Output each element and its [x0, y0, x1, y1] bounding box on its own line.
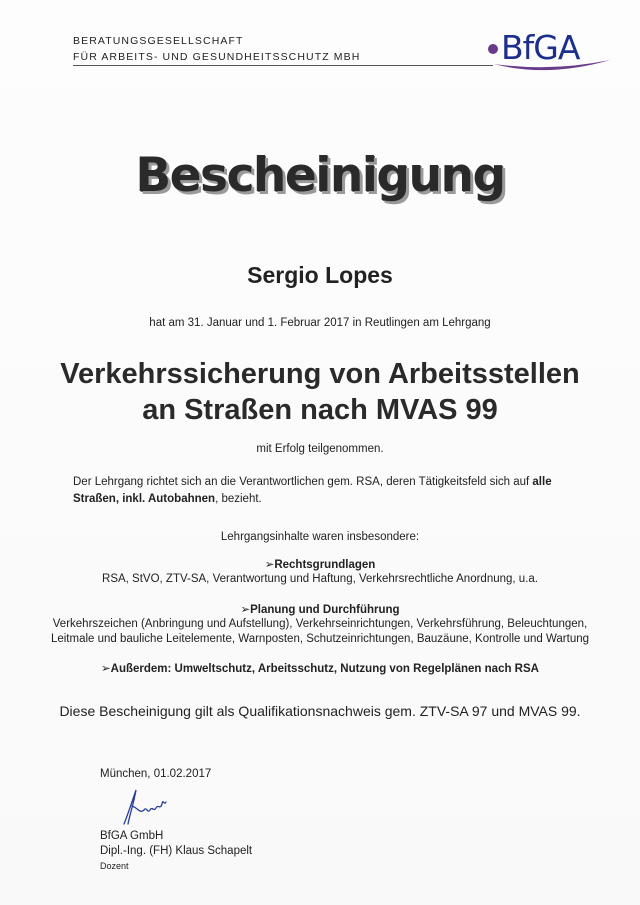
- certificate-title: Bescheinigung: [135, 148, 505, 203]
- signatory-role: Dozent: [100, 861, 129, 871]
- result-statement: mit Erfolg teilgenommen.: [256, 443, 384, 455]
- organization-name: [73, 33, 360, 65]
- logo-swoosh-icon: [488, 54, 618, 74]
- scope-text-1: Der Lehrgang richtet sich an die Verantwortlichen gem. RSA, deren Tätigkeitsfeld sich auf: [73, 476, 530, 488]
- signature-company: BfGA GmbH: [100, 830, 164, 842]
- bfga-logo: [488, 28, 618, 78]
- qualification-statement: Diese Bescheinigung gilt als Qualifikationsnachweis gem. ZTV-SA 97 und MVAS 99.: [59, 703, 581, 719]
- section-heading-legal: ➢Rechtsgrundlagen: [264, 559, 376, 571]
- section-body-planning: Verkehrszeichen (Anbringung und Aufstellung), Verkehrseinrichtungen, Verkehrsführung, Beleuchtungen, Leitmale und bauliche Leitelemente, Warnposten, Schutzeinrichtungen, Bauzäune, Kontrolle und Wartung: [50, 618, 590, 645]
- handwritten-signature: [114, 784, 184, 828]
- course-scope-paragraph: [73, 474, 583, 508]
- org-line-2: FÜR ARBEITS- UND GESUNDHEITSSCHUTZ MBH: [73, 51, 361, 63]
- logo-dot-icon: [488, 44, 498, 54]
- attendance-statement: hat am 31. Januar und 1. Februar 2017 in Reutlingen am Lehrgang: [149, 317, 491, 329]
- logo-text: BfGA: [501, 28, 580, 67]
- header-divider: [73, 65, 493, 66]
- scope-text-2: , bezieht.: [215, 493, 262, 505]
- place-and-date: München, 01.02.2017: [100, 768, 212, 780]
- org-line-1: BERATUNGSGESELLSCHAFT: [73, 35, 244, 47]
- signatory-name: Dipl.-Ing. (FH) Klaus Schapelt: [100, 845, 253, 857]
- section-heading-additional: ➢Außerdem: Umweltschutz, Arbeitsschutz, Nutzung von Regelplänen nach RSA: [101, 663, 539, 675]
- recipient-name: Sergio Lopes: [247, 262, 393, 288]
- section-body-legal: RSA, StVO, ZTV-SA, Verantwortung und Haftung, Verkehrsrechtliche Anordnung, u.a.: [102, 573, 538, 585]
- contents-intro: Lehrgangsinhalte waren insbesondere:: [220, 531, 420, 543]
- scope-bold-text: alle Straßen, inkl. Autobahnen: [73, 476, 552, 505]
- course-title-line-1: Verkehrssicherung von Arbeitsstellen: [60, 358, 580, 390]
- course-title: [0, 356, 640, 428]
- section-heading-planning: ➢Planung und Durchführung: [240, 604, 400, 616]
- course-title-line-2: an Straßen nach MVAS 99: [142, 394, 498, 426]
